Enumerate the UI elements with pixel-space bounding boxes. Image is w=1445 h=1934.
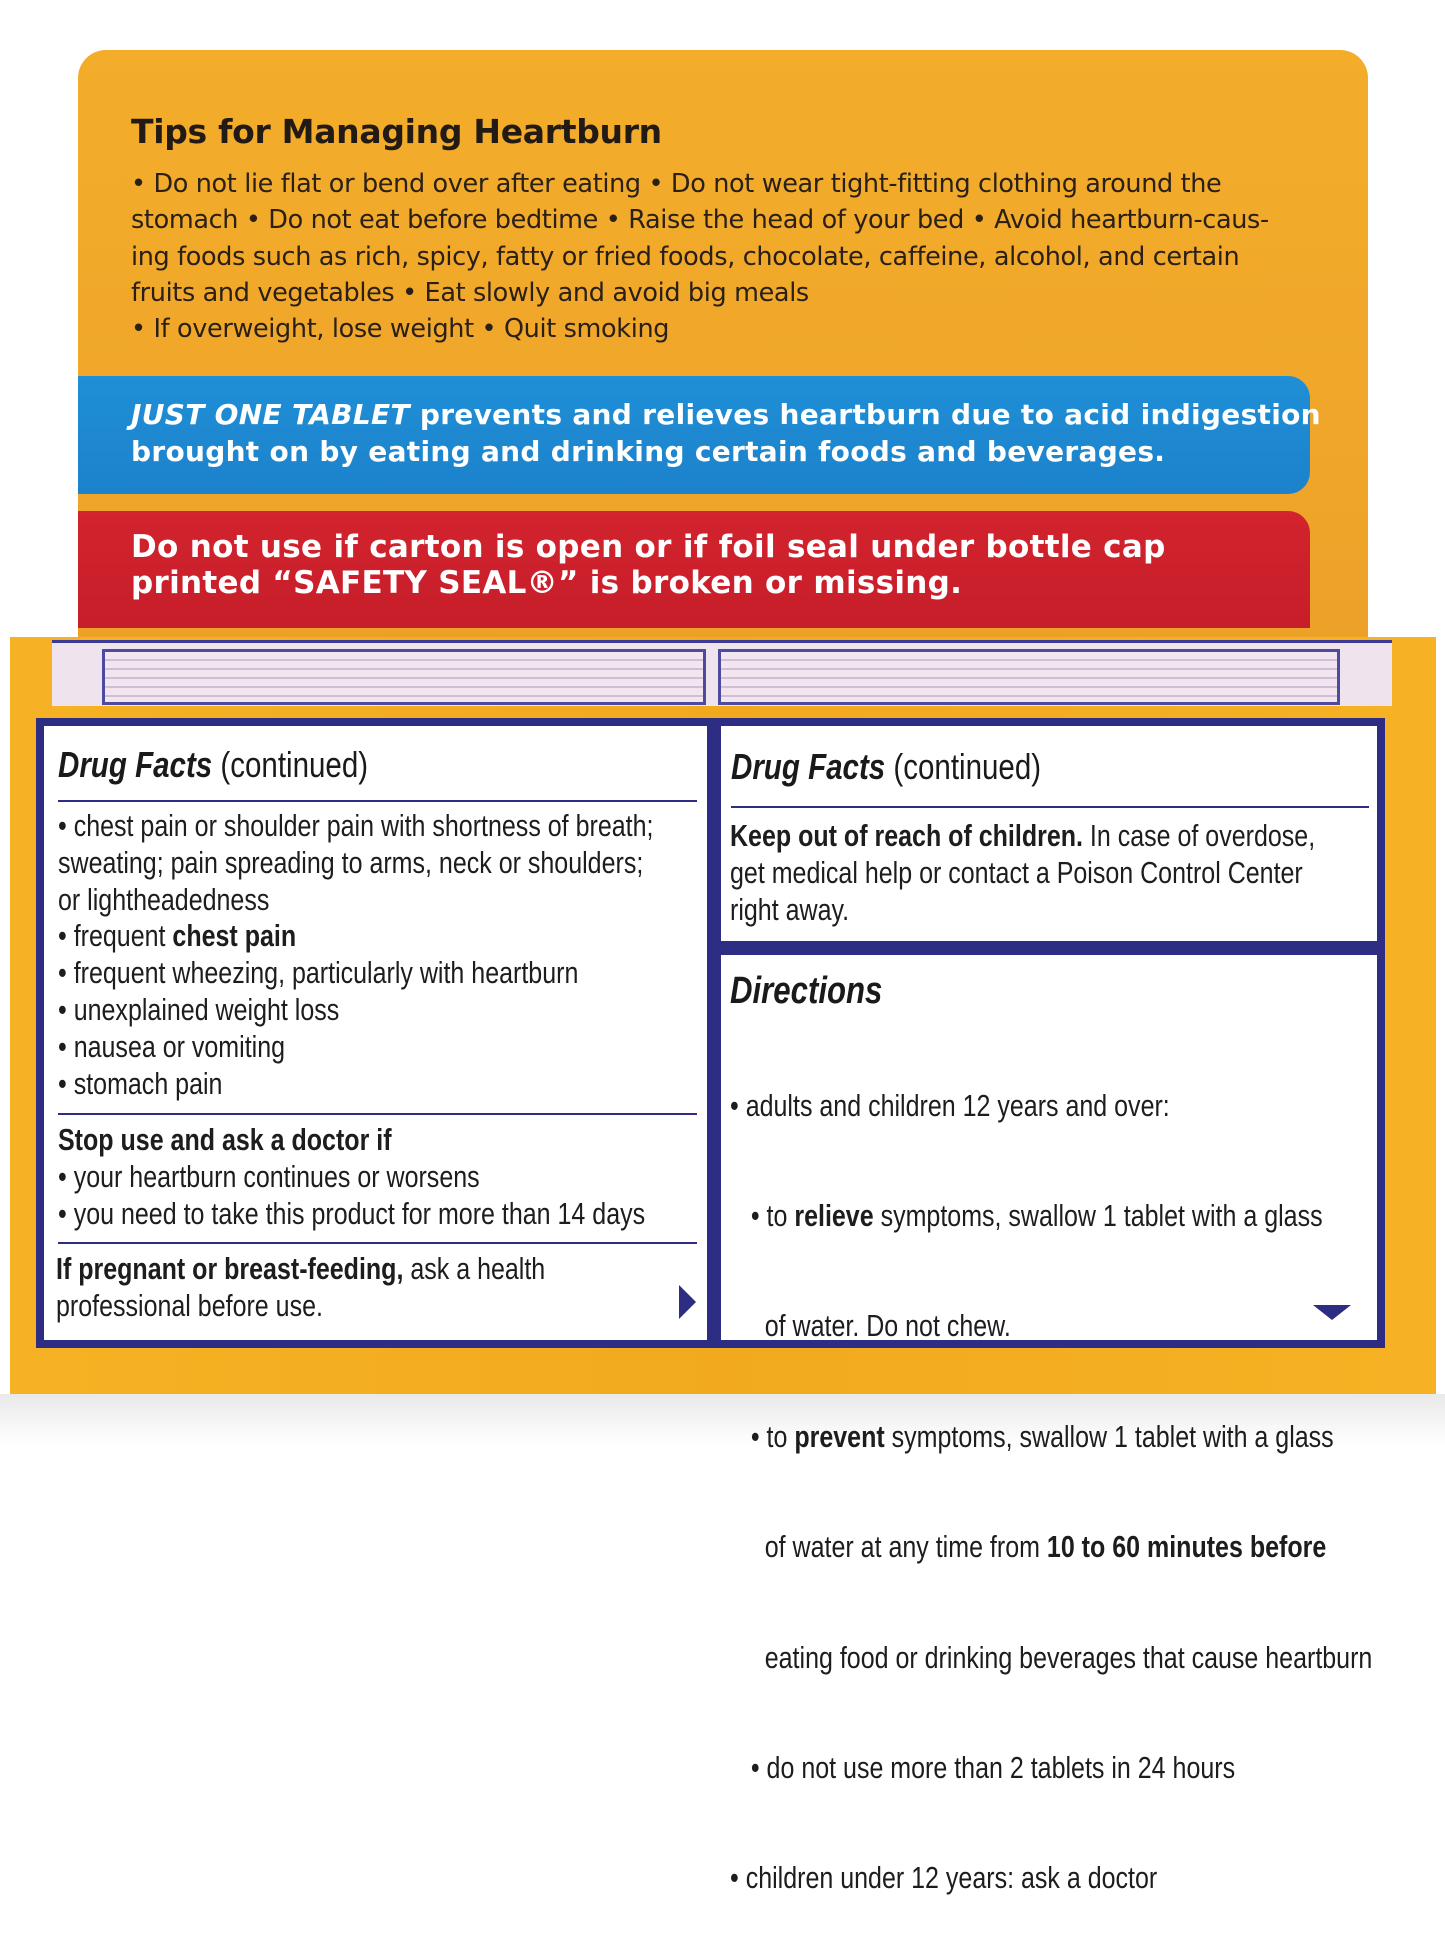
divider (731, 806, 1369, 808)
pregnancy-section: If pregnant or breast-feeding, ask a health professional before use. (56, 1252, 546, 1323)
warning-line2: printed “SAFETY SEAL®” is broken or missing. (131, 565, 963, 601)
divider (58, 800, 697, 802)
divider (58, 1113, 697, 1115)
list-item: • your heartburn continues or worsens (58, 1159, 480, 1194)
tips-line: ing foods such as rich, spicy, fatty or fried foods, chocolate, caffeine, alcohol, and certain (131, 241, 1240, 272)
tips-body (131, 166, 1269, 347)
list-item: • children under 12 years: ask a doctor (730, 1861, 1158, 1896)
list-item: • do not use more than 2 tablets in 24 hours (730, 1750, 1236, 1785)
drug-facts-title-right: Drug Facts (continued) (731, 746, 1042, 787)
keep-out-heading: Keep out of reach of children. (730, 819, 1083, 853)
list-item: • nausea or vomiting (58, 1029, 286, 1064)
continue-down-arrow-icon (1313, 1305, 1351, 1320)
list-item: • to prevent symptoms, swallow 1 tablet with a glass (730, 1419, 1334, 1454)
list-item: • chest pain or shoulder pain with shortness of breath; (58, 809, 654, 843)
claim-text (131, 396, 1321, 470)
tips-line: • If overweight, lose weight • Quit smoking (131, 314, 670, 345)
list-item: eating food or drinking beverages that cause heartburn (730, 1640, 1373, 1675)
list-item: • stomach pain (58, 1066, 223, 1101)
continue-arrow-icon (679, 1285, 696, 1319)
tips-line: fruits and vegetables • Eat slowly and avoid big meals (131, 277, 809, 308)
list-item: • adults and children 12 years and over: (730, 1088, 1170, 1123)
claim-line2: brought on by eating and drinking certain foods and beverages. (131, 435, 1166, 468)
directions-title: Directions (730, 970, 883, 1012)
warning-text (131, 529, 1166, 601)
warning-line1: Do not use if carton is open or if foil seal under bottle cap (131, 529, 1166, 565)
stop-use-heading: Stop use and ask a doctor if (58, 1123, 392, 1157)
keep-out-section: Keep out of reach of children. In case of overdose, get medical help or contact a Poison Control Center right away. (730, 819, 1316, 927)
top-face-label-left (102, 649, 706, 705)
list-item: • to relieve symptoms, swallow 1 tablet with a glass (730, 1198, 1323, 1233)
directions-list (730, 1014, 1372, 1934)
tips-title: Tips for Managing Heartburn (131, 112, 662, 151)
claim-emphasis: JUST ONE TABLET (131, 398, 410, 431)
list-item: or lightheadedness (58, 882, 270, 917)
list-item: of water. Do not chew. (730, 1309, 1011, 1344)
divider (58, 1242, 697, 1244)
list-item: • frequent wheezing, particularly with heartburn (58, 956, 579, 991)
list-item: • you need to take this product for more than 14 days (58, 1196, 646, 1231)
warning-bullets (58, 808, 653, 1102)
list-item: sweating; pain spreading to arms, neck or shoulders; (58, 845, 644, 880)
list-item: • frequent chest pain (58, 919, 297, 954)
top-face-label-right (718, 649, 1340, 705)
list-item: • unexplained weight loss (58, 992, 340, 1027)
tips-line: • Do not lie flat or bend over after eating • Do not wear tight-fitting clothing around the (131, 169, 1222, 199)
claim-line1: prevents and relieves heartburn due to acid indigestion (409, 398, 1321, 431)
pregnancy-heading: If pregnant or breast-feeding, (56, 1252, 404, 1286)
drug-facts-title-left: Drug Facts (continued) (58, 744, 369, 785)
carton-top-face (52, 640, 1392, 706)
stop-use-section (58, 1122, 645, 1232)
tips-line: stomach • Do not eat before bedtime • Raise the head of your bed • Avoid heartburn-caus- (131, 205, 1269, 236)
list-item: of water at any time from 10 to 60 minutes before (730, 1530, 1327, 1565)
